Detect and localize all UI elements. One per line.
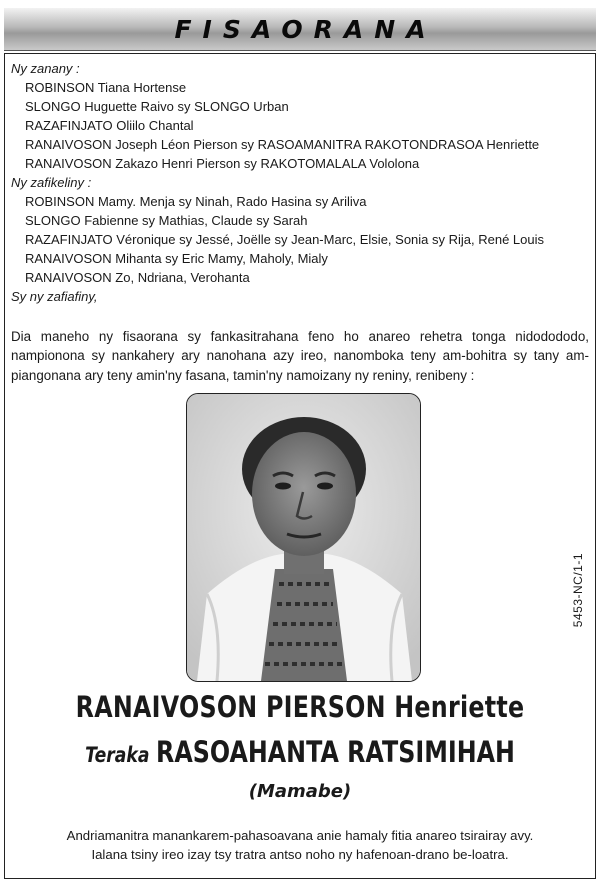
- grandchild-line: RANAIVOSON Zo, Ndriana, Verohanta: [25, 270, 250, 285]
- child-line: RANAIVOSON Joseph Léon Pierson sy RASOAMANITRA RAKOTONDRASOA Henriette: [25, 137, 540, 152]
- child-line: RANAIVOSON Zakazo Henri Pierson sy RAKOTOMALALA Vololona: [25, 156, 420, 171]
- grandchild-line: SLONGO Fabienne sy Mathias, Claude sy Sarah: [25, 213, 308, 228]
- page-title: FISAORANA: [174, 14, 437, 44]
- deceased-birth-name-line: [54, 735, 546, 769]
- child-line: SLONGO Huguette Raivo sy SLONGO Urban: [25, 99, 289, 114]
- birth-name: RASOAHANTA RATSIMIHAH: [156, 735, 515, 769]
- child-line: ROBINSON Tiana Hortense: [25, 80, 187, 95]
- child-line: RAZAFINJATO Oliilo Chantal: [25, 118, 194, 133]
- header-banner: [4, 8, 596, 51]
- grandchild-line: ROBINSON Mamy. Menja sy Ninah, Rado Hasina sy Ariliva: [25, 194, 367, 209]
- grandchild-line: RAZAFINJATO Véronique sy Jessé, Joëlle sy Jean-Marc, Elsie, Sonia sy Rija, René Louis: [25, 232, 545, 247]
- children-label: Ny zanany :: [11, 61, 80, 76]
- thanks-message: Dia maneho ny fisaorana sy fankasitrahana feno ho anareo rehetra tonga nidodododo, nampionona sy nankahery ary nanohana azy ireo, nanomboka teny am-bohitra sy tany am-piangonana ary teny amin'ny fasana, tamin'ny namoizany ny reniny, renibeny :: [11, 329, 589, 383]
- portrait-photo: [186, 393, 421, 682]
- grandchildren-label: Ny zafikeliny :: [11, 175, 92, 190]
- deceased-name: RANAIVOSON PIERSON Henriette: [75, 690, 525, 724]
- closing-line: Andriamanitra manankarem-pahasoavana anie hamaly fitia anareo tsirairay avy.: [66, 828, 534, 843]
- grandchild-line: RANAIVOSON Mihanta sy Eric Mamy, Maholy, Mialy: [25, 251, 328, 266]
- closing-line: Ialana tsiny ireo izay tsy tratra antso noho ny hafenoan-drano be-loatra.: [91, 847, 509, 862]
- family-label: Sy ny zafiafiny,: [11, 289, 98, 304]
- nee-label: Teraka: [85, 743, 150, 767]
- reference-code: 5453-NC/1-1: [571, 553, 585, 628]
- deceased-nickname: (Mamabe): [248, 781, 352, 802]
